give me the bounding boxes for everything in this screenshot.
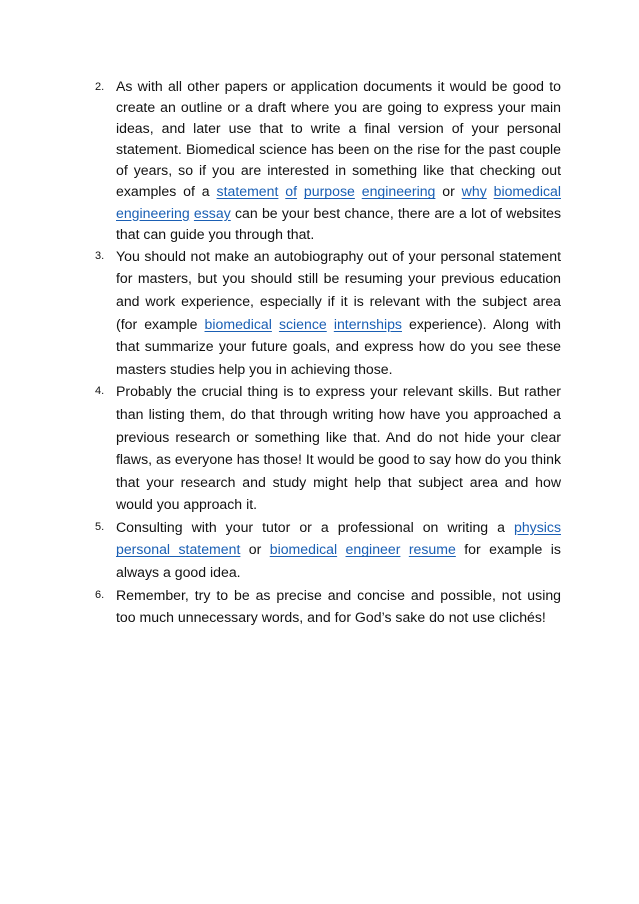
list-item-number: 6. [95, 588, 105, 601]
list-item [95, 584, 561, 629]
inline-link[interactable]: essay [193, 204, 231, 221]
inline-link[interactable]: resume [408, 541, 456, 558]
inline-link[interactable]: statement [216, 183, 279, 200]
inline-link[interactable]: purpose [303, 183, 355, 200]
text-run [337, 541, 345, 557]
list-item [95, 76, 561, 245]
inline-link[interactable]: internships [333, 315, 402, 332]
inline-link[interactable]: engineering [361, 183, 436, 200]
list-item [95, 245, 561, 381]
text-run [400, 541, 408, 557]
text-run [487, 183, 494, 199]
text-run: can be your best chance, there are a lot of websites that can guide you through that. [116, 204, 561, 242]
list-item-number: 5. [95, 520, 105, 533]
list-item [95, 380, 561, 516]
text-run: or [240, 541, 270, 558]
text-run: Consulting with your tutor or a professional on writing a [116, 518, 514, 535]
inline-link[interactable]: why [461, 183, 487, 200]
text-run: or [435, 183, 462, 200]
text-run [297, 183, 304, 199]
text-run: experience). Along with that summarize your future goals, and express how do you see these masters studies help you in achieving those. [116, 315, 562, 377]
list-item-text [116, 76, 561, 245]
list-item-text [116, 245, 561, 381]
text-run: Remember, try to be as precise and concise and possible, not using too much unnecessary words, and for God’s sake do not use clichés! [116, 586, 561, 626]
list-item-number: 3. [95, 249, 105, 262]
inline-link[interactable]: biomedical [204, 315, 272, 332]
inline-link[interactable]: physics [514, 518, 561, 535]
inline-link[interactable]: science [278, 315, 327, 332]
numbered-list [95, 76, 561, 629]
text-run [272, 316, 279, 332]
text-run: As with all other papers or application documents it would be good to create an outline or a draft where you are going to express your main ideas, and later use that to write a final version of your personal statement. Biomedical science has been on the rise for the past couple of years, so if you are interested in something like that checking out examples of a [116, 78, 561, 200]
text-run [327, 316, 334, 332]
text-run: Probably the crucial thing is to express your relevant skills. But rather than listing them, do that through writing how have you approached a previous research or something like that. And do not hide your clear flaws, as everyone has those! It would be good to say how do you think that your research and study might help that subject area and how would you approach it. [116, 383, 561, 513]
list-item-text [116, 584, 561, 629]
inline-link[interactable]: engineer [345, 541, 401, 558]
list-item-text [116, 516, 561, 584]
inline-link[interactable]: of [285, 183, 298, 200]
list-item [95, 516, 561, 584]
text-run: for example is always a good idea. [116, 541, 561, 581]
inline-link[interactable]: engineering [116, 204, 190, 221]
inline-link[interactable]: personal statement [116, 541, 241, 558]
text-run: You should not make an autobiography out of your personal statement for masters, but you should still be resuming your previous education and work experience, especially if it is relevant with the subject area (for example [116, 247, 561, 332]
list-item-number: 2. [95, 81, 105, 93]
inline-link[interactable]: biomedical [493, 183, 561, 200]
list-item-text [116, 380, 561, 516]
list-item-number: 4. [95, 385, 105, 398]
text-run [355, 183, 362, 199]
inline-link[interactable]: biomedical [269, 541, 338, 558]
